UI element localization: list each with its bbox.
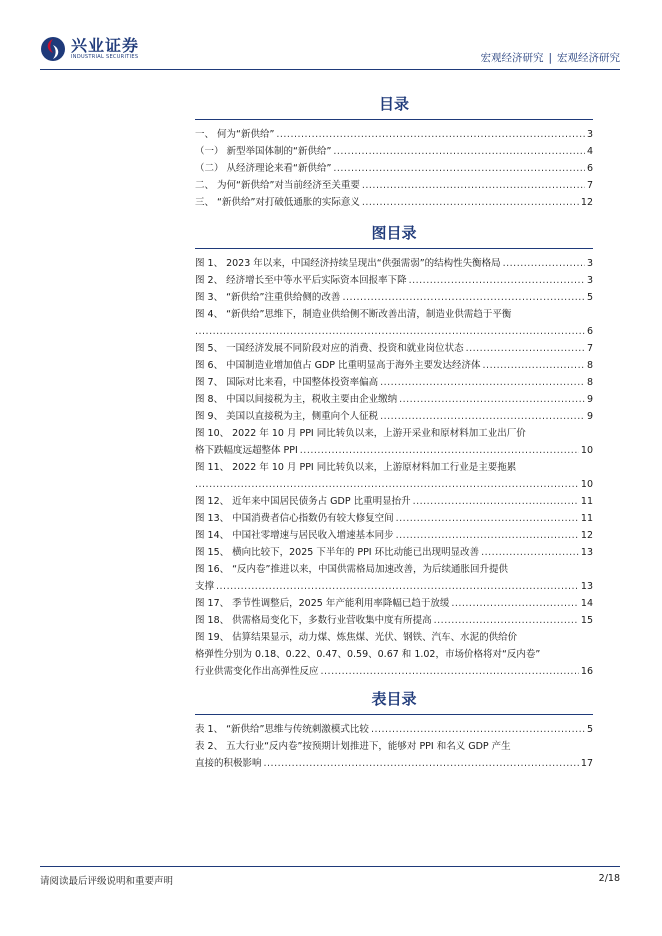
figure-entry[interactable] — [195, 476, 593, 493]
figure-entry[interactable] — [195, 357, 593, 374]
figure-entry-label: 图 13、 中国消费者信心指数仍有较大修复空间 — [195, 513, 394, 524]
footer-divider — [40, 866, 620, 867]
figure-entry[interactable] — [195, 663, 593, 680]
toc-entry-page: 6 — [586, 163, 593, 174]
toc-entry[interactable] — [195, 177, 593, 194]
figure-entry[interactable] — [195, 578, 593, 595]
figure-entry[interactable] — [195, 493, 593, 510]
figure-entry-label: 图 8、 中国以间接税为主，税收主要由企业缴纳 — [195, 394, 398, 405]
figure-entry-label: 图 6、 中国制造业增加值占 GDP 比重明显高于海外主要发达经济体 — [195, 360, 481, 371]
figure-entry-line[interactable]: 图 11、 2022 年 10 月 PPI 同比转负以来，上游原材料加工行业是主要拖累 — [195, 462, 517, 473]
table-entry-label: 表 1、 “新供给”思维与传统刺激模式比较 — [195, 724, 369, 735]
figure-entry-label: 图 5、 一国经济发展不同阶段对应的消费、投资和就业岗位状态 — [195, 343, 464, 354]
figure-entry-page: 9 — [586, 394, 593, 405]
category-separator: | — [548, 52, 552, 64]
toc-entry[interactable] — [195, 126, 593, 143]
footer-disclaimer: 请阅读最后评级说明和重要声明 — [40, 876, 174, 887]
table-entry-label: 直接的积极影响 — [195, 758, 262, 769]
table-entries — [195, 721, 593, 772]
figure-entry[interactable] — [195, 612, 593, 629]
figure-entry[interactable] — [195, 289, 593, 306]
figure-entry-page: 12 — [580, 530, 593, 541]
figure-entry-page: 3 — [586, 258, 593, 269]
figure-entry-page: 3 — [586, 275, 593, 286]
figure-entry-page: 5 — [586, 292, 593, 303]
logo-chinese-name: 兴业证券 — [71, 36, 140, 55]
report-category — [480, 50, 620, 65]
company-logo — [40, 36, 139, 62]
figure-entry-page: 11 — [580, 513, 593, 524]
toc-entry-page: 12 — [580, 197, 593, 208]
figure-entry[interactable] — [195, 272, 593, 289]
toc-entry[interactable] — [195, 194, 593, 211]
toc-entry-page: 3 — [586, 129, 593, 140]
header-divider — [40, 69, 620, 70]
toc-entry-page: 4 — [586, 146, 593, 157]
figure-entry[interactable] — [195, 408, 593, 425]
figure-entry-page: 7 — [586, 343, 593, 354]
figure-entry-label: 图 2、 经济增长至中等水平后实际资本回报率下降 — [195, 275, 407, 286]
figure-entry-page: 8 — [586, 360, 593, 371]
figure-entry-page: 13 — [580, 547, 593, 558]
figure-entry-label: 图 17、 季节性调整后，2025 年产能利用率降幅已趋于放缓 — [195, 598, 450, 609]
figure-entry-label: 图 9、 美国以直接税为主，侧重向个人征税 — [195, 411, 379, 422]
category-label-2: 宏观经济研究 — [557, 52, 620, 64]
figure-entry-page: 9 — [586, 411, 593, 422]
toc-list — [195, 126, 593, 211]
figure-entry[interactable] — [195, 391, 593, 408]
table-entry-line[interactable]: 表 2、 五大行业“反内卷”按预期计划推进下，能够对 PPI 和名义 GDP 产生 — [195, 741, 511, 752]
figure-entry-label: 图 3、 “新供给”注重供给侧的改善 — [195, 292, 341, 303]
table-entry-page: 5 — [586, 724, 593, 735]
table-of-contents — [195, 93, 593, 211]
table-entry[interactable] — [195, 755, 593, 772]
figure-entry[interactable] — [195, 323, 593, 340]
toc-entry-label: （一） 新型举国体制的“新供给” — [195, 146, 332, 157]
figure-entry[interactable] — [195, 374, 593, 391]
figure-entry-label: 行业供需变化作出高弹性反应 — [195, 666, 319, 677]
figure-entry[interactable] — [195, 527, 593, 544]
figure-entry[interactable] — [195, 255, 593, 272]
figure-entry[interactable] — [195, 544, 593, 561]
page-header — [40, 36, 620, 70]
figure-entries — [195, 255, 593, 680]
figure-entry-label: 支撑 — [195, 581, 215, 592]
figure-entry[interactable] — [195, 340, 593, 357]
figure-entry-page: 16 — [580, 666, 593, 677]
figure-entry-page: 10 — [580, 479, 593, 490]
table-entry[interactable] — [195, 721, 593, 738]
figure-entry-line[interactable]: 格弹性分别为 0.18、0.22、0.47、0.59、0.67 和 1.02，市场价格将对“反内卷” — [195, 649, 541, 660]
table-list-title: 表目录 — [371, 690, 417, 708]
toc-entry-page: 7 — [586, 180, 593, 191]
figure-entry-label: 图 15、 横向比较下，2025 下半年的 PPI 环比动能已出现明显改善 — [195, 547, 480, 558]
figure-entry-label: 格下跌幅度远超整体 PPI — [195, 445, 298, 456]
figure-entry-page: 11 — [580, 496, 593, 507]
toc-entry-label: 一、 何为“新供给” — [195, 129, 275, 140]
figure-entry-label: 图 18、 供需格局变化下，多数行业营收集中度有所提高 — [195, 615, 432, 626]
figure-entry[interactable] — [195, 595, 593, 612]
toc-title-rule — [195, 119, 593, 120]
table-list-title-rule — [195, 714, 593, 715]
figure-list — [195, 222, 593, 680]
figure-entry-line[interactable]: 图 16、 “反内卷”推进以来，中国供需格局加速改善，为后续通胀回升提供 — [195, 564, 508, 575]
figure-entry-line[interactable]: 图 19、 估算结果显示，动力煤、炼焦煤、光伏、钢铁、汽车、水泥的供给价 — [195, 632, 518, 643]
figure-entry-page: 13 — [580, 581, 593, 592]
figure-entry-page: 10 — [580, 445, 593, 456]
figure-entry[interactable] — [195, 442, 593, 459]
figure-entry[interactable] — [195, 510, 593, 527]
figure-entry-page: 6 — [586, 326, 593, 337]
figure-entry-label: 图 14、 中国社零增速与居民收入增速基本同步 — [195, 530, 394, 541]
toc-entry[interactable] — [195, 143, 593, 160]
figure-entry-label: 图 12、 近年来中国居民债务占 GDP 比重明显抬升 — [195, 496, 411, 507]
figure-entry-line[interactable]: 图 10、 2022 年 10 月 PPI 同比转负以来，上游开采业和原材料加工业出厂价 — [195, 428, 526, 439]
page-number: 2/18 — [598, 873, 620, 884]
figure-entry-page: 15 — [580, 615, 593, 626]
figure-list-title: 图目录 — [371, 224, 417, 242]
figure-entry-label: 图 1、 2023 年以来，中国经济持续呈现出“供强需弱”的结构性失衡格局 — [195, 258, 501, 269]
figure-list-title-rule — [195, 248, 593, 249]
logo-english-name: INDUSTRIAL SECURITIES — [71, 54, 139, 60]
figure-entry-page: 14 — [580, 598, 593, 609]
figure-entry-label: 图 7、 国际对比来看，中国整体投资率偏高 — [195, 377, 379, 388]
toc-entry-label: （二） 从经济理论来看“新供给” — [195, 163, 332, 174]
toc-entry[interactable] — [195, 160, 593, 177]
figure-entry-line[interactable]: 图 4、 “新供给”思维下，制造业供给侧不断改善出清，制造业供需趋于平衡 — [195, 309, 512, 320]
toc-entry-label: 二、 为何“新供给”对当前经济至关重要 — [195, 180, 360, 191]
table-entry-page: 17 — [580, 758, 593, 769]
table-list — [195, 688, 593, 772]
figure-entry-page: 8 — [586, 377, 593, 388]
category-label-1: 宏观经济研究 — [480, 52, 544, 64]
toc-title: 目录 — [378, 95, 409, 113]
industrial-securities-logo-icon — [40, 36, 66, 62]
toc-entry-label: 三、 “新供给”对打破低通胀的实际意义 — [195, 197, 360, 208]
